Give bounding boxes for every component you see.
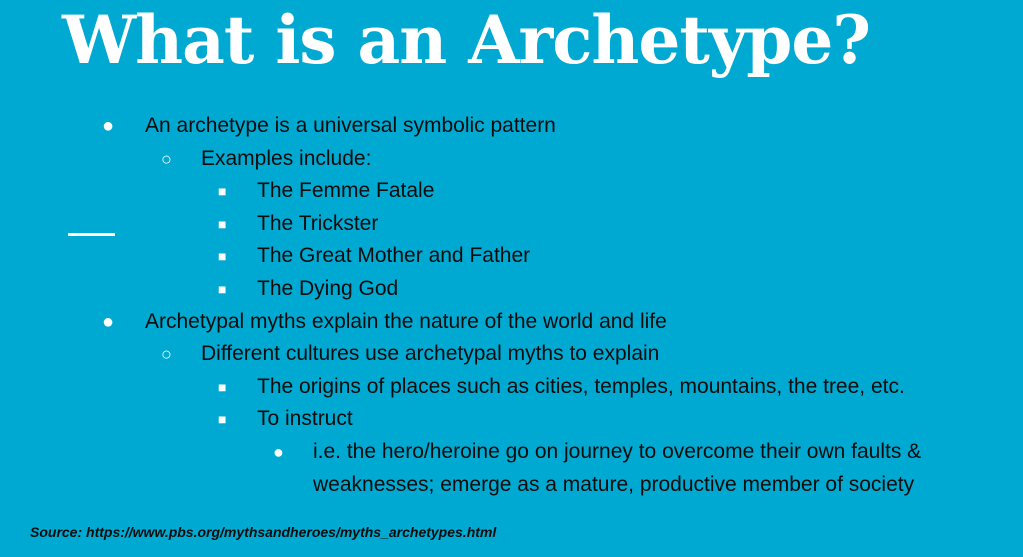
bullet-marker: ■ (218, 378, 227, 395)
bullet-marker: ■ (218, 183, 227, 200)
list-item (0, 403, 1023, 436)
bullet-marker: ● (102, 310, 115, 333)
list-item (0, 240, 1023, 273)
list-item-text: i.e. the hero/heroine go on journey to overcome their own faults & weaknesses; emerge as a mature, productive member of society (313, 439, 922, 496)
list-item-text: The Dying God (257, 276, 399, 300)
list-item (0, 110, 1023, 143)
list-item (0, 143, 1023, 176)
list-item-text: The origins of places such as cities, temples, mountains, the tree, etc. (257, 374, 905, 398)
bullet-marker: ■ (218, 411, 227, 428)
list-item (0, 175, 1023, 208)
bullet-marker: ○ (161, 148, 172, 169)
list-item (0, 371, 1023, 404)
bullet-marker: ○ (161, 344, 172, 365)
list-item-text: The Trickster (257, 211, 379, 235)
bullet-marker: ● (102, 115, 115, 137)
list-item (0, 306, 1023, 339)
list-item (0, 436, 1023, 501)
list-item-text: Different cultures use archetypal myths to explain (201, 342, 660, 366)
bullet-marker: ■ (218, 215, 227, 232)
bullet-marker: ■ (218, 280, 227, 297)
list-item-text: Archetypal myths explain the nature of the world and life (145, 309, 667, 333)
list-item-text: The Femme Fatale (257, 179, 435, 203)
list-item-text: Examples include: (201, 146, 372, 170)
list-item (0, 208, 1023, 241)
list-item-text: The Great Mother and Father (257, 244, 531, 268)
bullet-list (0, 110, 1023, 501)
source-citation: Source: https://www.pbs.org/mythsandheroes/myths_archetypes.html (30, 524, 497, 540)
list-item (0, 338, 1023, 371)
list-item-text: An archetype is a universal symbolic pattern (145, 114, 556, 137)
list-item (0, 273, 1023, 306)
bullet-marker: ● (273, 441, 284, 462)
bullet-marker: ■ (218, 248, 227, 265)
list-item-text: To instruct (257, 407, 353, 431)
slide-title: What is an Archetype? (62, 1, 871, 79)
